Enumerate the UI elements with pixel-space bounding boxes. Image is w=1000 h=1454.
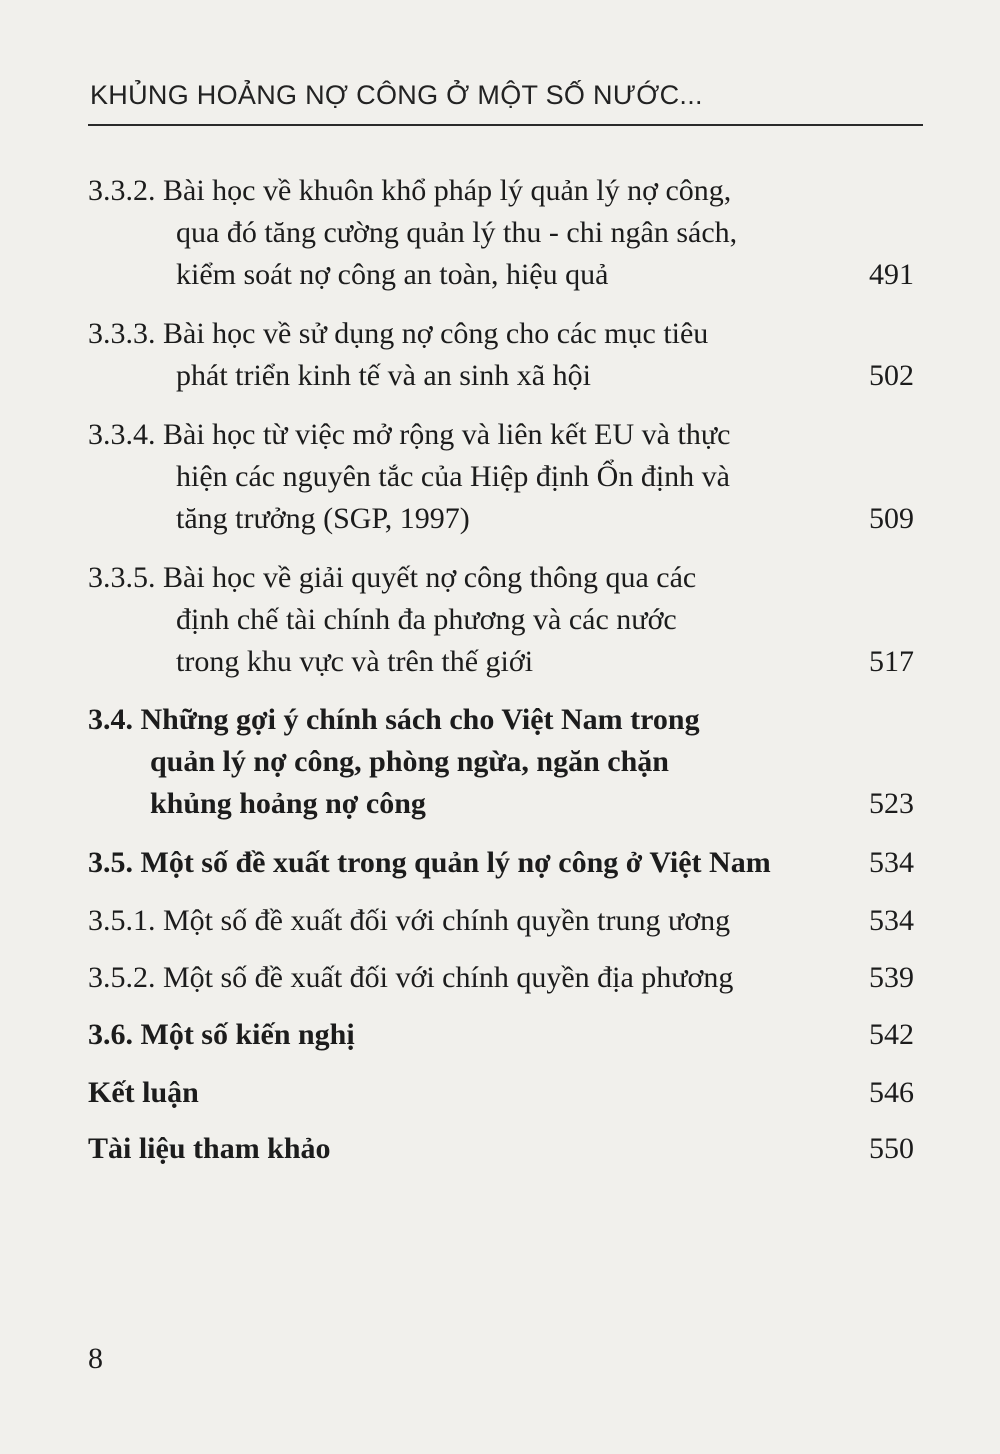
toc-entry-conclusion	[88, 1072, 914, 1114]
toc-title-line: Bài học về sử dụng nợ công cho các mục tiêu	[163, 317, 709, 350]
toc-title-line: hiện các nguyên tắc của Hiệp định Ổn định và	[176, 460, 730, 493]
toc-title-line: Kết luận	[88, 1076, 199, 1109]
toc-page-number: 523	[869, 787, 914, 820]
toc-number: 3.5.1.	[88, 904, 156, 937]
toc-title-line: Một số đề xuất đối với chính quyền địa phương	[163, 961, 734, 994]
toc-page-number: 534	[869, 904, 914, 937]
toc-title-line: trong khu vực và trên thế giới	[176, 645, 534, 678]
toc-title-line: phát triển kinh tế và an sinh xã hội	[176, 359, 591, 392]
toc-title-line: quản lý nợ công, phòng ngừa, ngăn chặn	[150, 745, 669, 778]
toc-number: 3.3.5.	[88, 561, 156, 594]
toc-title-line: qua đó tăng cường quản lý thu - chi ngân sách,	[176, 216, 738, 249]
running-header: KHỦNG HOẢNG NỢ CÔNG Ở MỘT SỐ NƯỚC...	[90, 80, 703, 110]
toc-number: 3.3.3.	[88, 317, 156, 350]
toc-title-line: khủng hoảng nợ công	[150, 787, 426, 820]
toc-entry-3-3-4	[88, 414, 914, 540]
toc-title-line: Bài học về khuôn khổ pháp lý quản lý nợ công,	[163, 174, 732, 207]
toc-number: 3.5.	[88, 846, 133, 879]
toc-entry-3-5-2	[88, 957, 914, 999]
toc-page-number: 491	[869, 258, 914, 291]
toc-title-line: Bài học từ việc mở rộng và liên kết EU và thực	[163, 418, 731, 451]
toc-entry-3-3-2	[88, 170, 914, 296]
toc-page-number: 509	[869, 502, 914, 535]
toc-number: 3.4.	[88, 703, 133, 736]
toc-title-line: định chế tài chính đa phương và các nước	[176, 603, 677, 636]
toc-number: 3.3.4.	[88, 418, 156, 451]
toc-number: 3.3.2.	[88, 174, 156, 207]
toc-title-line: Một số kiến nghị	[140, 1018, 355, 1051]
toc-page-number: 534	[869, 846, 914, 879]
toc-number: 3.6.	[88, 1018, 133, 1051]
toc-entry-3-5	[88, 842, 914, 884]
toc-page-number: 550	[869, 1132, 914, 1165]
toc-entry-3-4	[88, 699, 914, 825]
toc-page-number: 539	[869, 961, 914, 994]
toc-title-line: kiểm soát nợ công an toàn, hiệu quả	[176, 258, 609, 291]
toc-title-line: Bài học về giải quyết nợ công thông qua các	[163, 561, 697, 594]
toc-entry-3-3-5	[88, 557, 914, 683]
toc-title-line: Một số đề xuất đối với chính quyền trung ương	[163, 904, 731, 937]
toc-title-line: Tài liệu tham khảo	[88, 1132, 331, 1165]
toc-entry-3-5-1	[88, 900, 914, 942]
toc-page-number: 546	[869, 1076, 914, 1109]
toc-entry-references	[88, 1128, 914, 1170]
toc-title-line: Một số đề xuất trong quản lý nợ công ở Việt Nam	[140, 846, 771, 879]
toc-title-line: tăng trưởng (SGP, 1997)	[176, 502, 470, 535]
toc-page-number: 542	[869, 1018, 914, 1051]
toc-entry-3-3-3	[88, 313, 914, 397]
toc-title-line: Những gợi ý chính sách cho Việt Nam trong	[140, 703, 700, 736]
toc-page-number: 502	[869, 359, 914, 392]
toc-page-number: 517	[869, 645, 914, 678]
page-number: 8	[88, 1342, 103, 1375]
header-divider	[88, 124, 923, 126]
toc-entry-3-6	[88, 1014, 914, 1056]
toc-number: 3.5.2.	[88, 961, 156, 994]
